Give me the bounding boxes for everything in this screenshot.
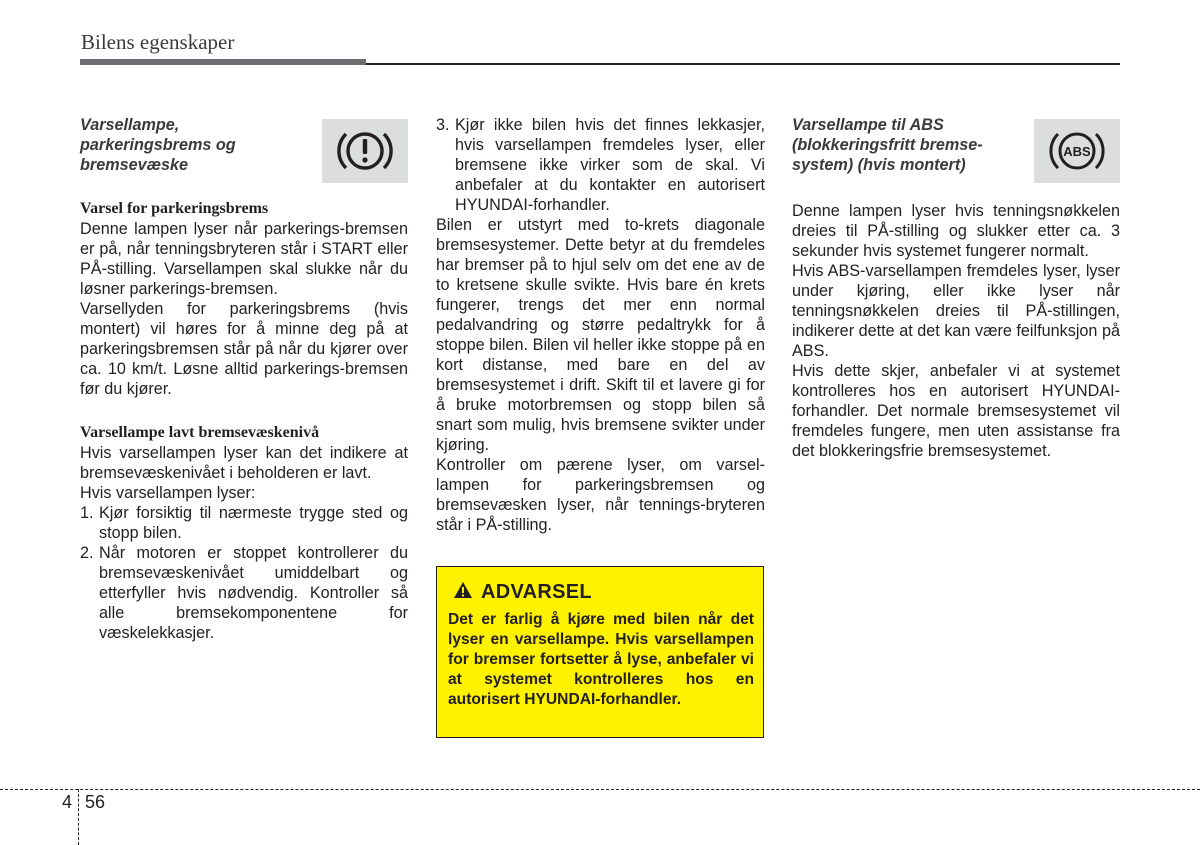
warning-triangle-icon: [453, 581, 473, 604]
column-middle: [436, 115, 765, 535]
abs-lamp-title: [792, 115, 1022, 175]
parking-brake-chime-paragraph: Varsellyden for parkeringsbrems (hvis montert) vil høres for å minne deg på at parkeringsbremsen står på når du kjører over ca. 10 km/t. Løsne alltid parkerings-bremsen før du kjører.: [80, 300, 408, 398]
step-text: Når motoren er stoppet kontrollerer du bremsevæskenivået umiddelbart og etterfyller hvis nødvendig. Kontroller så alle bremsekomponentene for væskelekkasjer.: [99, 544, 408, 642]
footer-divider: [78, 789, 79, 845]
list-item: [80, 503, 408, 543]
chapter-number: 4: [62, 792, 73, 812]
list-item: [436, 115, 765, 215]
abs-paragraph-1: Denne lampen lyser hvis tenningsnøkkelen dreies til PÅ-stilling og slukker etter ca. 3 sekunder hvis systemet fungerer normalt.: [792, 202, 1120, 260]
parking-brake-heading: Varsel for parkeringsbrems: [80, 200, 269, 217]
abs-lamp-title-line: Varsellampe til ABS: [792, 116, 944, 134]
abs-lamp-title-line: system) (hvis montert): [792, 156, 966, 174]
warning-text: Det er farlig å kjøre med bilen når det lyser en varsellampe. Hvis varsellampen for bremser fortsetter å lyse, anbefaler vi at systemet kontrolleres hos en autorisert HYUNDAI-forhandler.: [448, 611, 754, 708]
header-bar: [80, 59, 366, 65]
warning-box: [436, 566, 764, 738]
warning-title: ADVARSEL: [481, 581, 592, 603]
step-number: 3.: [436, 116, 450, 134]
step-number: 1.: [80, 504, 94, 522]
parking-brake-paragraph: Denne lampen lyser når parkerings-bremsen er på, når tenningsbryteren står i START eller PÅ-stilling. Varsellampen skal slukke når du løsner parkerings-bremsen.: [80, 220, 408, 298]
brake-fluid-steps: [80, 503, 408, 643]
brake-fluid-steps-continued: [436, 115, 765, 215]
column-left: [80, 115, 408, 643]
abs-icon-label: ABS: [1063, 144, 1091, 159]
abs-lamp-title-line: (blokkeringsfritt bremse-: [792, 136, 983, 154]
brake-warning-icon: [322, 119, 408, 183]
column-right: [792, 115, 1120, 461]
brake-fluid-heading: Varsellampe lavt bremsevæskenivå: [80, 424, 320, 441]
abs-paragraph-3: Hvis dette skjer, anbefaler vi at systemet kontrolleres hos en autorisert HYUNDAI-forhandler. Det normale bremsesystemet vil fremdeles fungere, men uten assistanse fra det blokkeringsfrie bremsesystemet.: [792, 362, 1120, 460]
page-number: 56: [85, 792, 106, 812]
brake-fluid-paragraph: Hvis varsellampen lyser kan det indikere at bremsevæskenivået i beholderen er lavt.: [80, 444, 408, 482]
abs-warning-icon: [1034, 119, 1120, 183]
bulb-check-paragraph: Kontroller om pærene lyser, om varsel-lampen for parkeringsbremsen og bremsevæsken lyser, når tennings-bryteren står i PÅ-stilling.: [436, 456, 765, 534]
step-text: Kjør forsiktig til nærmeste trygge sted og stopp bilen.: [99, 504, 408, 542]
brake-lamp-title: [80, 115, 290, 175]
list-item: [80, 543, 408, 643]
page-header-title: Bilens egenskaper: [81, 30, 235, 54]
step-text: Kjør ikke bilen hvis det finnes lekkasjer, hvis varsellampen fremdeles lyser, eller bremsene ikke virker som de skal. Vi anbefaler at du kontakter en autorisert HYUNDAI-forhandler.: [455, 116, 765, 214]
dual-circuit-paragraph: Bilen er utstyrt med to-krets diagonale bremsesystemer. Dette betyr at du fremdeles har bremser på to hjul selv om det ene av de to kretsene skulle svikte. Hvis bare én krets fungerer, trengs det mer enn normal pedalvandring og større pedaltrykk for å stoppe bilen. Bilen vil heller ikke stoppe på en kort distanse, med bare en del av bremsesystemet i drift. Skift til et lavere gi for å bruke motorbremsen og stopp bilen så snart som mulig, hvis bremsene svikter under kjøring.: [436, 216, 765, 454]
step-number: 2.: [80, 544, 94, 562]
abs-paragraph-2: Hvis ABS-varsellampen fremdeles lyser, lyser under kjøring, eller ikke lyser når tenningsnøkkelen dreies til PÅ-stillingen, indikerer dette at det kan være feilfunksjon på ABS.: [792, 262, 1120, 360]
brake-lamp-title-line: Varsellampe,: [80, 116, 180, 134]
brake-lamp-title-line: parkeringsbrems og: [80, 136, 236, 154]
header-rule: [366, 63, 1120, 65]
brake-fluid-instruction: Hvis varsellampen lyser:: [80, 484, 256, 502]
brake-lamp-title-line: bremsevæske: [80, 156, 188, 174]
warning-header: [453, 581, 592, 604]
footer-rule: [0, 789, 1200, 790]
